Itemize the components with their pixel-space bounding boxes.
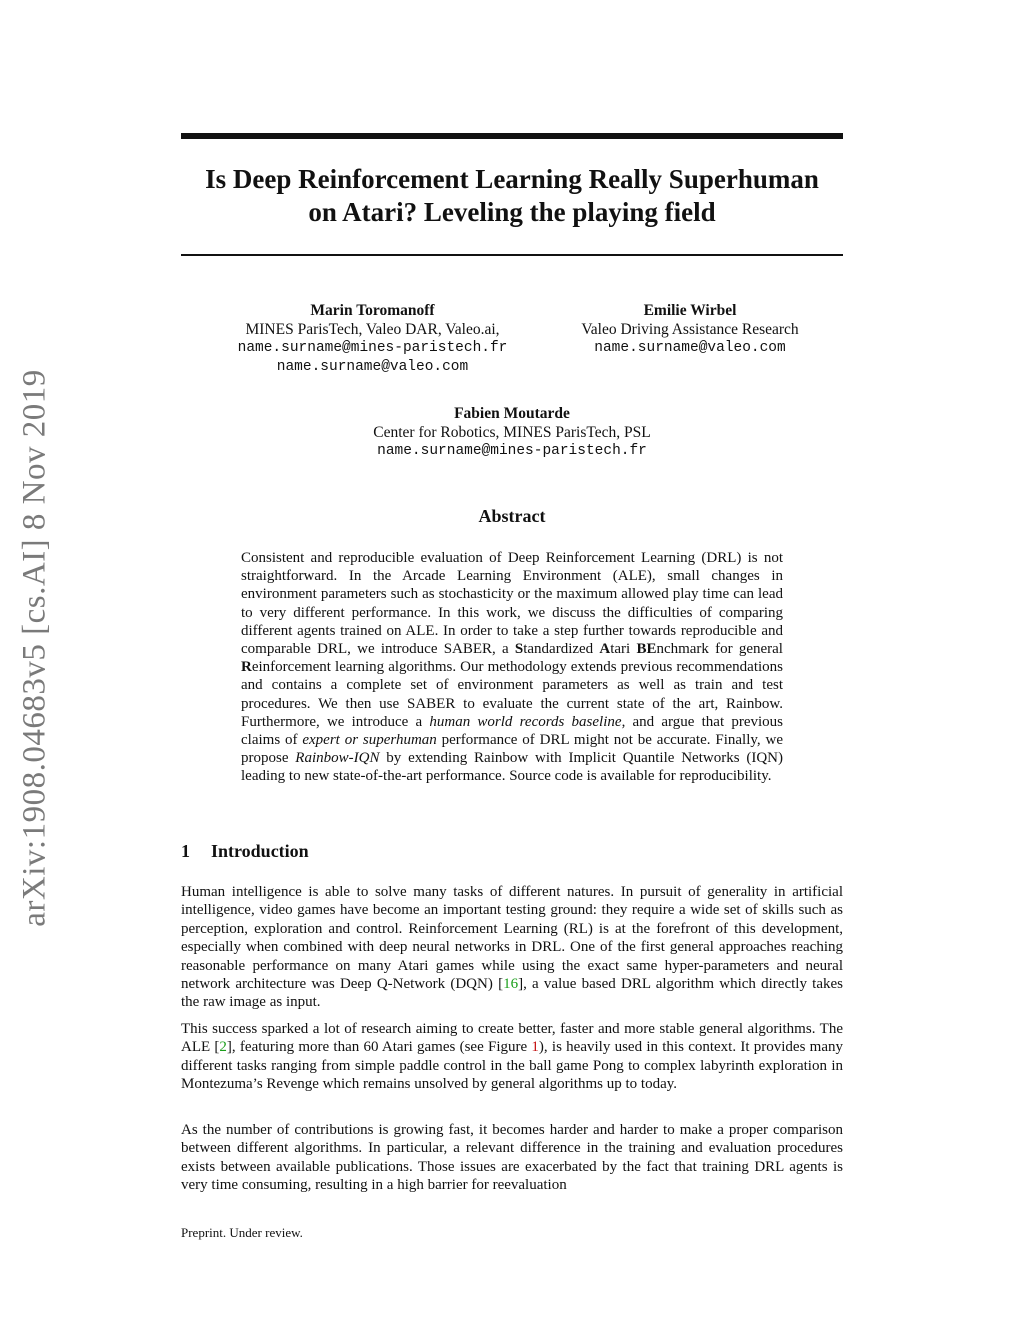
abstract-sentence: einforcement learning algorithms. Our methodology extends previous recommendations and contains a complete set of environment parameters as well as train and test procedures. We then use SABER to evaluate the current state of the art, Rainbow. Furthermore, we introduce a: [241, 659, 783, 730]
intro-paragraph-1: [181, 883, 843, 1012]
author-name: Marin Toromanoff: [310, 302, 435, 319]
author-email[interactable]: name.surname@mines-paristech.fr: [377, 443, 647, 459]
paragraph-text: Human intelligence is able to solve many tasks of different natures. In pursuit of generality in artificial intelligence, video games have become an important testing ground: they require a wide set of skills such as perception, exploration and control. Reinforcement Learning (RL) is at the forefront of this development, especially when combined with deep neural networks in DRL. One of the first general approaches reaching reasonable performance on many Atari games while using the exact same hyper-parameters and neural network architecture was Deep Q-Network (DQN) [: [181, 884, 843, 993]
abstract-fragment: tandardized: [523, 641, 600, 658]
abstract-fragment: nchmark for general: [656, 641, 783, 658]
emphasis-term: Rainbow-IQN: [295, 750, 380, 767]
abstract-fragment: , and argue that previous claims of: [241, 713, 784, 749]
preprint-footer: Preprint. Under review.: [181, 1225, 303, 1240]
acronym-letter: S: [514, 641, 524, 658]
author-email[interactable]: name.surname@valeo.com: [276, 359, 469, 375]
figure-reference-link[interactable]: 1: [531, 1039, 539, 1056]
title-top-rule: [181, 133, 843, 139]
paragraph-text: ], featuring more than 60 Atari games (see Figure: [226, 1039, 532, 1056]
author-name: Fabien Moutarde: [454, 405, 570, 422]
author-email[interactable]: name.surname@mines-paristech.fr: [237, 340, 508, 356]
author-affiliation: MINES ParisTech, Valeo DAR, Valeo.ai,: [245, 321, 500, 338]
abstract-sentence: Consistent and reproducible evaluation of Deep Reinforcement Learning (DRL) is not straightforward. In the Arcade Learning Environment (ALE), small changes in environment parameters such as stochasticity or the maximum allowed play time can lead to very different performance. In this work, we discuss the difficulties of comparing different agents trained on ALE. In order to take a step further towards reproducible and comparable DRL, we introduce SABER, a: [241, 550, 783, 658]
citation-link[interactable]: 16: [503, 976, 519, 993]
acronym-letter: BE: [636, 641, 657, 658]
section-number: 1: [181, 841, 190, 861]
acronym-letter: A: [599, 641, 611, 658]
abstract-text: [241, 549, 783, 786]
arxiv-stamp: [12, 360, 58, 935]
author-affiliation: Center for Robotics, MINES ParisTech, PSL: [373, 424, 651, 441]
abstract-heading: Abstract: [478, 506, 546, 526]
arxiv-identifier: arXiv:1908.04683v5 [cs.AI] 8 Nov 2019: [16, 368, 53, 927]
title-line-2: on Atari? Leveling the playing field: [308, 197, 716, 227]
author-name: Emilie Wirbel: [643, 302, 737, 319]
title-bottom-rule: [181, 254, 843, 256]
abstract-fragment: performance of DRL might not be accurate. Finally, we propose: [241, 732, 783, 767]
section-heading-introduction: [181, 841, 309, 862]
acronym-letter: R: [241, 659, 252, 676]
intro-paragraph-2: [181, 1020, 843, 1094]
emphasis-term: expert or superhuman: [302, 732, 437, 749]
paper-title: [181, 163, 843, 229]
author-email[interactable]: name.surname@valeo.com: [594, 340, 786, 356]
paragraph-text: This success sparked a lot of research aiming to create better, faster and more stable general algorithms. The ALE [: [181, 1021, 843, 1056]
emphasis-term: human world records baseline: [429, 713, 622, 730]
author-block-2: [560, 301, 820, 358]
author-affiliation: Valeo Driving Assistance Research: [581, 321, 799, 338]
paragraph-text: ), is heavily used in this context. It provides many different tasks ranging from simple paddle control in the ball game Pong to complex labyrinth exploration in Montezuma’s Revenge which remains unsolved by general algorithms up to today.: [181, 1039, 844, 1093]
abstract-fragment: tari: [610, 641, 637, 658]
paragraph-text: ], a value based DRL algorithm which directly takes the raw image as input.: [181, 976, 843, 1011]
author-block-3: [312, 404, 712, 461]
abstract-sentence: by extending Rainbow with Implicit Quantile Networks (IQN) leading to new state-of-the-art performance. Source code is available for reproducibility.: [241, 750, 783, 785]
intro-paragraph-3: As the number of contributions is growing fast, it becomes harder and harder to make a proper comparison between different algorithms. In particular, a relevant difference in the training and evaluation procedures exists between available publications. Those issues are exacerbated by the fact that training DRL agents is very time consuming, resulting in a high barrier for reevaluation: [181, 1122, 843, 1194]
citation-link[interactable]: 2: [219, 1039, 227, 1056]
author-block-1: [200, 301, 545, 377]
title-line-1: Is Deep Reinforcement Learning Really Superhuman: [205, 164, 819, 194]
section-title-text: Introduction: [211, 841, 309, 861]
